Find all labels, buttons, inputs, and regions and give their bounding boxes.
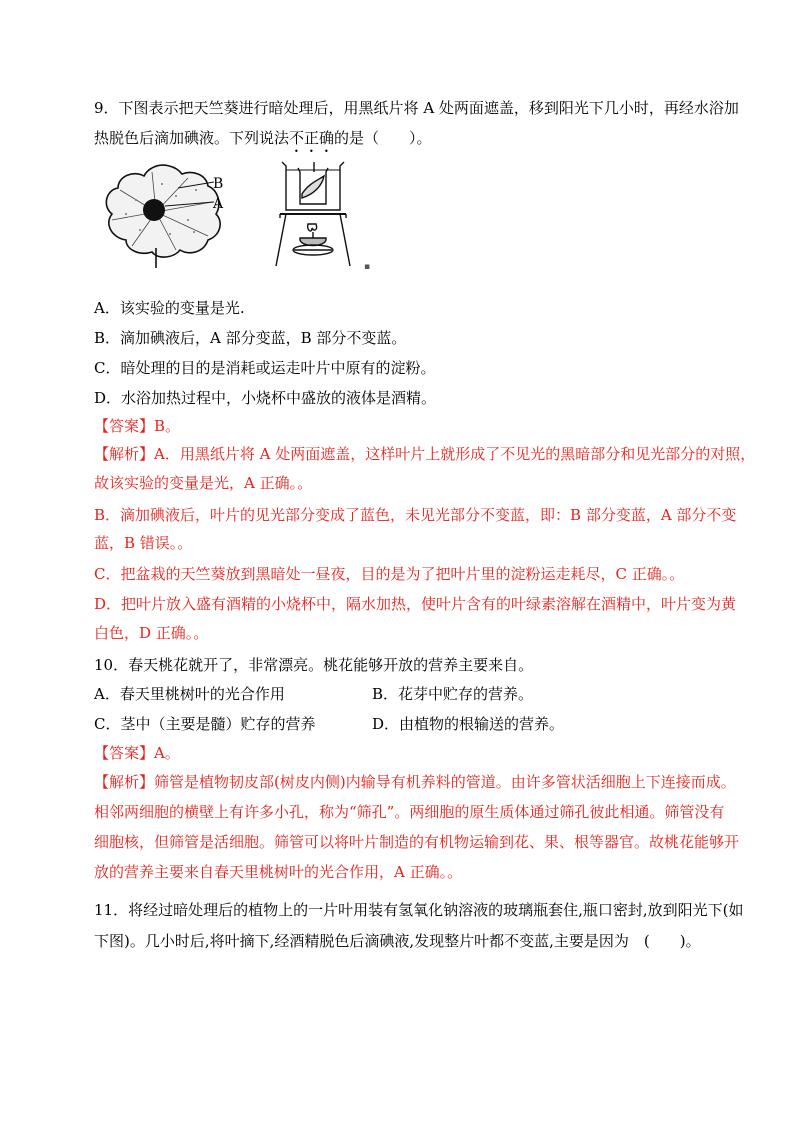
q10-option-a: A．春天里桃树叶的光合作用 (94, 685, 285, 703)
q10-analysis-line1: 【解析】筛管是植物韧皮部(树皮内侧)内输导有机养料的管道。由许多管状活细胞上下连接而成。 (94, 773, 736, 791)
q11-line1: 11．将经过暗处理后的植物上的一片叶用装有氢氧化钠溶液的玻璃瓶套住,瓶口密封,放到阳光下(如 (94, 901, 744, 919)
q10-option-b: B．花芽中贮存的营养。 (372, 685, 534, 703)
q9-analysis-line5: C．把盆栽的天竺葵放到黑暗处一昼夜，目的是为了把叶片里的淀粉运走耗尽，C 正确。。 (94, 565, 685, 583)
q9-stem-emphasis: 不正确 (289, 129, 335, 147)
q10-stem: 10．春天桃花就开了，非常漂亮。桃花能够开放的营养主要来自。 (94, 656, 534, 674)
q9-analysis-line6: D．把叶片放入盛有酒精的小烧杯中，隔水加热，使叶片含有的叶绿素溶解在酒精中，叶片变为黄 (94, 595, 737, 613)
q9-stem-line1: 9．下图表示把天竺葵进行暗处理后，用黑纸片将 A 处两面遮盖，移到阳光下几小时，再经水浴加 (94, 99, 739, 117)
q9-answer: 【答案】B。 (94, 417, 181, 435)
q9-stem-pre: 热脱色后滴加碘液。下列说法 (94, 129, 290, 147)
q9-analysis-line1: 【解析】A．用黑纸片将 A 处两面遮盖，这样叶片上就形成了不见光的黑暗部分和见光部分的对照， (94, 445, 756, 463)
tiny-mark: ▪ (364, 262, 371, 272)
q9-option-c: C．暗处理的目的是消耗或运走叶片中原有的淀粉。 (94, 359, 436, 377)
q9-option-b: B．滴加碘液后，A 部分变蓝，B 部分不变蓝。 (94, 329, 407, 347)
q9-option-a: A．该实验的变量是光. (94, 299, 245, 317)
q9-analysis-line7: 白色，D 正确。。 (94, 624, 209, 642)
q10-option-d: D．由植物的根输送的营养。 (372, 715, 565, 733)
q10-answer: 【答案】A。 (94, 744, 180, 762)
q9-option-d: D．水浴加热过程中，小烧杯中盛放的液体是酒精。 (94, 389, 437, 407)
q10-analysis-line3: 细胞核，但筛管是活细胞。筛管可以将叶片制造的有机物运输到花、果、根等器官。故桃花能够开 (94, 833, 740, 851)
q9-stem-line2 (94, 128, 432, 156)
q9-stem-post: 的是（ ）。 (334, 129, 432, 147)
water-bath-diagram (272, 158, 354, 274)
label-b: B (213, 176, 224, 192)
q9-analysis-line4: 蓝，B 错误。。 (94, 534, 193, 552)
q9-analysis-line3: B．滴加碘液后，叶片的见光部分变成了蓝色，未见光部分不变蓝，即：B 部分变蓝，A 部分不变 (94, 506, 737, 524)
leaf-diagram (96, 160, 246, 272)
q10-analysis-line2: 相邻两细胞的横壁上有许多小孔，称为“筛孔”。两细胞的原生质体通过筛孔彼此相通。筛管没有 (94, 803, 725, 821)
q10-analysis-line4: 放的营养主要来自春天里桃树叶的光合作用，A 正确。。 (94, 863, 463, 881)
label-a: A (213, 196, 224, 212)
q11-line2: 下图)。几小时后,将叶摘下,经酒精脱色后滴碘液,发现整片叶都不变蓝,主要是因为 ( )。 (94, 932, 701, 950)
q9-analysis-line2: 故该实验的变量是光，A 正确。。 (94, 474, 313, 492)
q10-option-c: C．茎中（主要是髓）贮存的营养 (94, 715, 316, 733)
